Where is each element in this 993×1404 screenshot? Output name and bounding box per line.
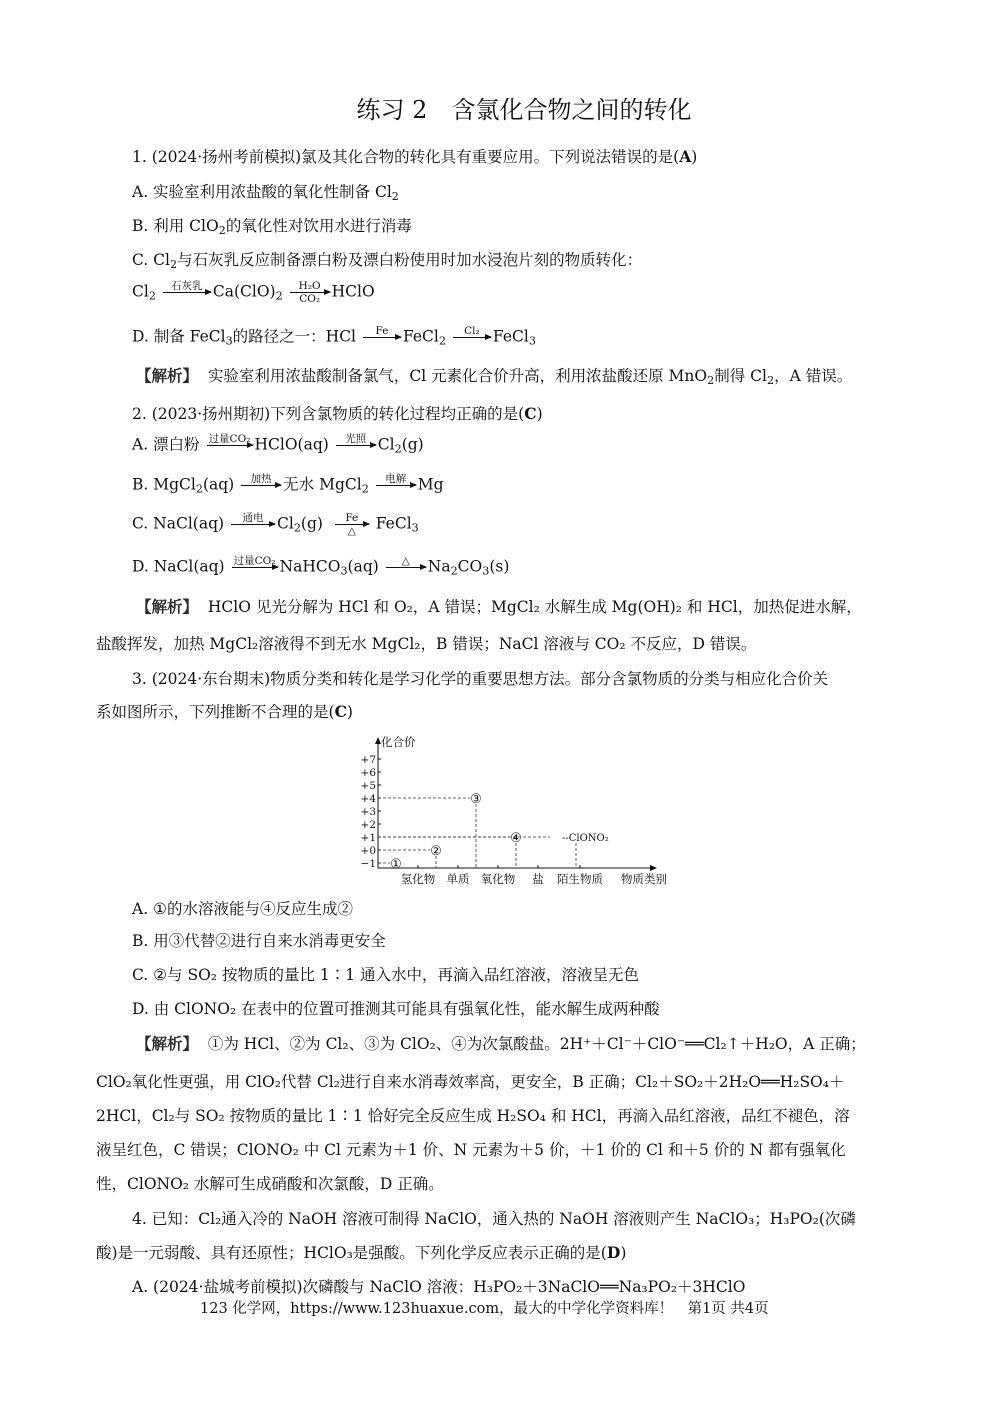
y-tick-label: +0 <box>360 845 376 857</box>
x-tick-label: 氢化物 <box>400 872 436 886</box>
q3-option-b: B. 用③代替②进行自来水消毒更安全 <box>132 932 386 950</box>
q1-stem: 1. (2024·扬州考前模拟)氯及其化合物的转化具有重要应用。下列说法错误的是(A) <box>132 147 698 166</box>
q4-stem-line1: 4. 已知：Cl₂通入冷的 NaOH 溶液可制得 NaClO，通入热的 NaOH 溶液则产生 NaClO₃；H₃PO₂(次磷 <box>132 1210 856 1228</box>
q3-stem-line2: 系如图所示，下列推断不合理的是(C) <box>96 702 353 721</box>
page-title: 练习 2 含氯化合物之间的转化 <box>356 96 692 124</box>
y-tick-label: +5 <box>360 780 376 792</box>
q3-option-c: C. ②与 SO₂ 按物质的量比 1∶1 通入水中，再滴入品红溶液，溶液呈无色 <box>132 966 640 984</box>
q2-option-a: A. 漂白粉 过量CO₂ HClO(aq) 光照 $Cl_2(g)$ <box>132 433 424 456</box>
q3-explanation-line2: ClO₂氧化性更强，用 ClO₂代替 Cl₂进行自来水消毒效率高，更安全，B 正确；Cl₂＋SO₂＋2H₂O══H₂SO₄＋ <box>96 1073 845 1091</box>
y-tick-label: +7 <box>360 754 376 766</box>
x-axis-label: 物质类别 <box>621 872 667 886</box>
q2-explanation-line1: 【解析】 HClO 见光分解为 HCl 和 O₂，A 错误；MgCl₂ 水解生成 Mg(OH)₂ 和 HCl，加热促进水解， <box>136 597 862 616</box>
q4-stem-line2: 酸)是一元弱酸、具有还原性；HClO₃是强酸。下列化学反应表示正确的是(D) <box>96 1243 627 1262</box>
y-tick-label: +4 <box>360 793 376 805</box>
q3-answer: C <box>334 702 347 721</box>
q4-answer: D <box>606 1243 621 1262</box>
y-tick-label: +3 <box>360 806 376 818</box>
q3-explanation-line3: 2HCl，Cl₂与 SO₂ 按物质的量比 1∶1 恰好完全反应生成 H₂SO₄ 和 HCl，再滴入品红溶液，品红不褪色，溶 <box>96 1107 850 1125</box>
q3-explanation-line1: 【解析】 ①为 HCl、②为 Cl₂、③为 ClO₂、④为次氯酸盐。2H⁺＋Cl⁻＋ClO⁻══Cl₂↑＋H₂O，A 正确； <box>136 1034 866 1053</box>
q2-option-d: D. NaCl(aq) 过量CO₂ NaHCO$_3$(aq) △ $Na_2CO_3(s)$ <box>132 555 510 578</box>
q2-explanation-line2: 盐酸挥发，加热 MgCl₂溶液得不到无水 MgCl₂，B 错误；NaCl 溶液与 CO₂ 不反应，D 错误。 <box>96 635 757 653</box>
q2-option-c: C. NaCl(aq) 通电 $Cl_2(g)$ Fe △ FeCl$_3$ <box>132 512 419 537</box>
data-point-marker: ④ <box>510 831 522 846</box>
data-point-label: --ClONO₂ <box>562 833 609 844</box>
x-tick-label: 氧化物 <box>480 872 516 886</box>
q2-answer: C <box>524 404 537 423</box>
valence-category-chart <box>352 732 672 892</box>
q3-explanation-line4: 液呈红色，C 错误；ClONO₂ 中 Cl 元素为＋1 价、N 元素为＋5 价，＋1 价的 Cl 和＋5 价的 N 都有强氧化 <box>96 1141 846 1159</box>
page-footer: 123 化学网，https://www.123huaxue.com，最大的中学化学资料库！ 第1页 共4页 <box>200 1301 769 1317</box>
q1-option-a: A. 实验室利用浓盐酸的氧化性制备 $Cl_2$ <box>132 183 399 204</box>
data-point-marker: ① <box>390 857 402 872</box>
q1-answer: A <box>679 147 692 166</box>
y-tick-label: +6 <box>360 767 376 779</box>
q3-option-a: A. ①的水溶液能与④反应生成② <box>132 900 353 918</box>
q2-stem: 2. (2023·扬州期初)下列含氯物质的转化过程均正确的是(C) <box>132 404 543 423</box>
y-axis-label: 化合价 <box>381 735 416 749</box>
q3-explanation-line5: 性，ClONO₂ 水解可生成硝酸和次氯酸，D 正确。 <box>96 1175 444 1193</box>
data-point-marker: ② <box>430 844 442 859</box>
q1-option-c-equation: $Cl_2$ 石灰乳 $Ca(ClO)_2$ $\frac{\text{H₂O}}{\text{CO₂}}$ HClO <box>132 280 375 305</box>
q3-option-d: D. 由 ClONO₂ 在表中的位置可推测其可能具有强氧化性，能水解生成两种酸 <box>132 1000 660 1018</box>
x-tick-label: 盐 <box>532 872 544 886</box>
q1-option-c: C. $Cl_2$与石灰乳反应制备漂白粉及漂白粉使用时加水浸泡片刻的物质转化： <box>132 251 643 272</box>
q4-option-a: A. (2024·盐城考前模拟)次磷酸与 NaClO 溶液：H₃PO₂＋3NaClO══Na₃PO₂＋3HClO <box>132 1278 746 1296</box>
y-tick-label: +2 <box>360 819 376 831</box>
y-tick-label: +1 <box>360 832 376 844</box>
y-tick-label: −1 <box>360 858 376 870</box>
x-tick-label: 单质 <box>446 872 470 886</box>
q3-stem-line1: 3. (2024·东台期末)物质分类和转化是学习化学的重要思想方法。部分含氯物质的分类与相应化合价关 <box>132 670 829 688</box>
data-point-marker: ③ <box>470 792 482 807</box>
x-tick-label: 陌生物质 <box>557 872 603 886</box>
q1-explanation: 【解析】 实验室利用浓盐酸制备氯气，Cl 元素化合价升高，利用浓盐酸还原 MnO$_2$制得 $Cl_2$，A 错误。 <box>136 366 853 388</box>
q1-option-b: B. 利用 ClO$_2$的氧化性对饮用水进行消毒 <box>132 217 412 238</box>
q2-option-b: B. MgCl$_2$(aq) 加热 无水 MgCl$_2$ 电解 Mg <box>132 473 444 496</box>
q1-option-d: D. 制备 FeCl$_3$的路径之一：HCl Fe FeCl$_2$ Cl₂ FeCl$_3$ <box>132 325 536 348</box>
